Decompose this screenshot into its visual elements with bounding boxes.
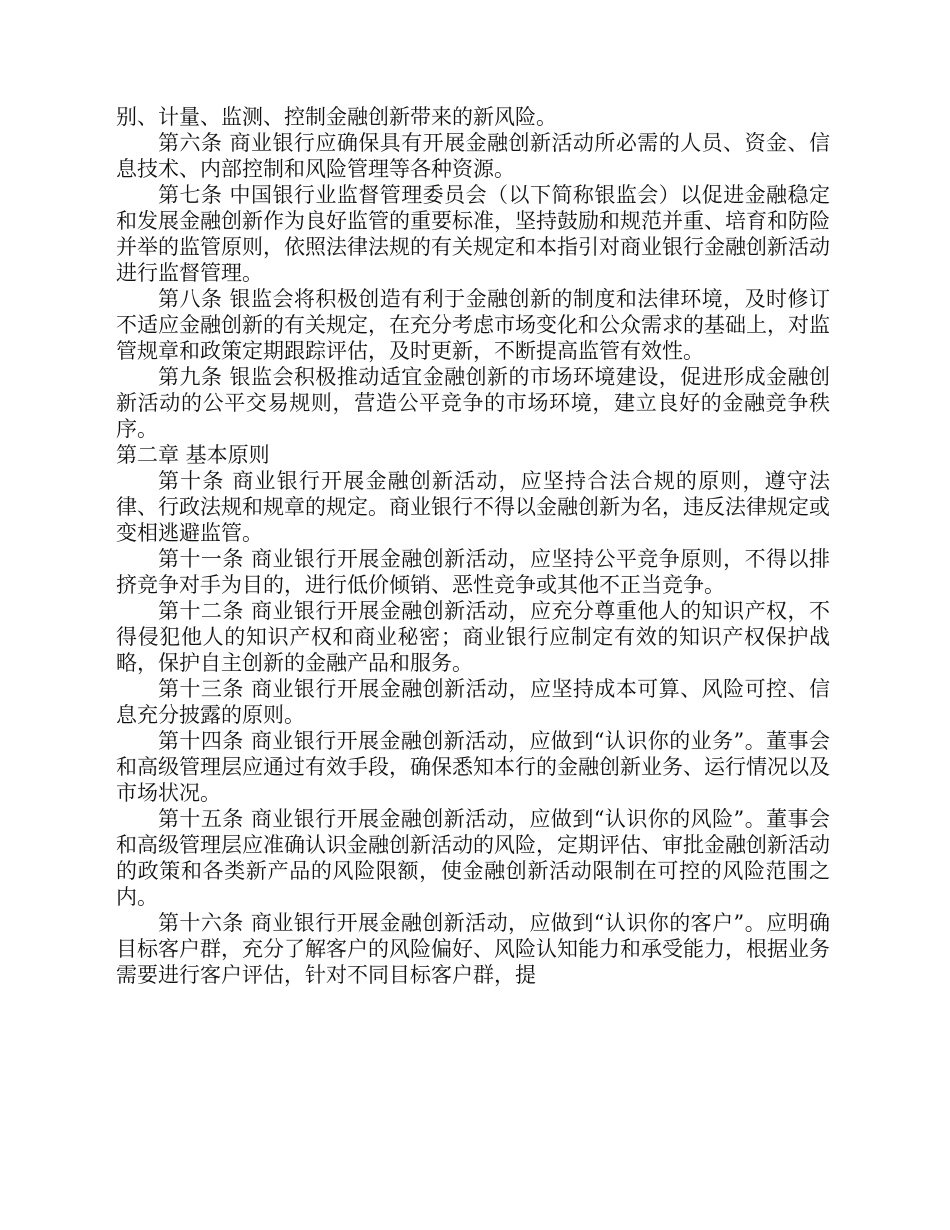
- article-7: 第七条 中国银行业监督管理委员会（以下简称银监会）以促进金融稳定和发展金融创新作为良好监管的重要标准，坚持鼓励和规范并重、培育和防险并举的监管原则，依照法律法规的有关规定和本指引对商业银行金融创新活动进行监督管理。: [116, 183, 830, 285]
- chapter-2-heading: 第二章 基本原则: [116, 443, 270, 467]
- article-6: 第六条 商业银行应确保具有开展金融创新活动所必需的人员、资金、信息技术、内部控制和风险管理等各种资源。: [116, 131, 830, 181]
- article-12: 第十二条 商业银行开展金融创新活动，应充分尊重他人的知识产权，不得侵犯他人的知识产权和商业秘密；商业银行应制定有效的知识产权保护战略，保护自主创新的金融产品和服务。: [116, 599, 830, 675]
- article-10: 第十条 商业银行开展金融创新活动，应坚持合法合规的原则，遵守法律、行政法规和规章的规定。商业银行不得以金融创新为名，违反法律规定或变相逃避监管。: [116, 469, 830, 545]
- article-11: 第十一条 商业银行开展金融创新活动，应坚持公平竞争原则，不得以排挤竞争对手为目的，进行低价倾销、恶性竞争或其他不正当竞争。: [116, 547, 830, 597]
- article-16: 第十六条 商业银行开展金融创新活动，应做到“认识你的客户”。应明确目标客户群，充分了解客户的风险偏好、风险认知能力和承受能力，根据业务需要进行客户评估，针对不同目标客户群，提: [116, 911, 830, 987]
- article-14: 第十四条 商业银行开展金融创新活动，应做到“认识你的业务”。董事会和高级管理层应通过有效手段，确保悉知本行的金融创新业务、运行情况以及市场状况。: [116, 729, 830, 805]
- article-13: 第十三条 商业银行开展金融创新活动，应坚持成本可算、风险可控、信息充分披露的原则。: [116, 677, 830, 727]
- paragraph-1: 别、计量、监测、控制金融创新带来的新风险。: [116, 105, 557, 129]
- document-body: [116, 104, 830, 988]
- article-15: 第十五条 商业银行开展金融创新活动，应做到“认识你的风险”。董事会和高级管理层应准确认识金融创新活动的风险，定期评估、审批金融创新活动的政策和各类新产品的风险限额，使金融创新活动限制在可控的风险范围之内。: [116, 807, 830, 909]
- article-8: 第八条 银监会将积极创造有利于金融创新的制度和法律环境，及时修订不适应金融创新的有关规定，在充分考虑市场变化和公众需求的基础上，对监管规章和政策定期跟踪评估，及时更新，不断提高监管有效性。: [116, 287, 830, 363]
- article-9: 第九条 银监会积极推动适宜金融创新的市场环境建设，促进形成金融创新活动的公平交易规则，营造公平竞争的市场环境，建立良好的金融竞争秩序。: [116, 365, 830, 441]
